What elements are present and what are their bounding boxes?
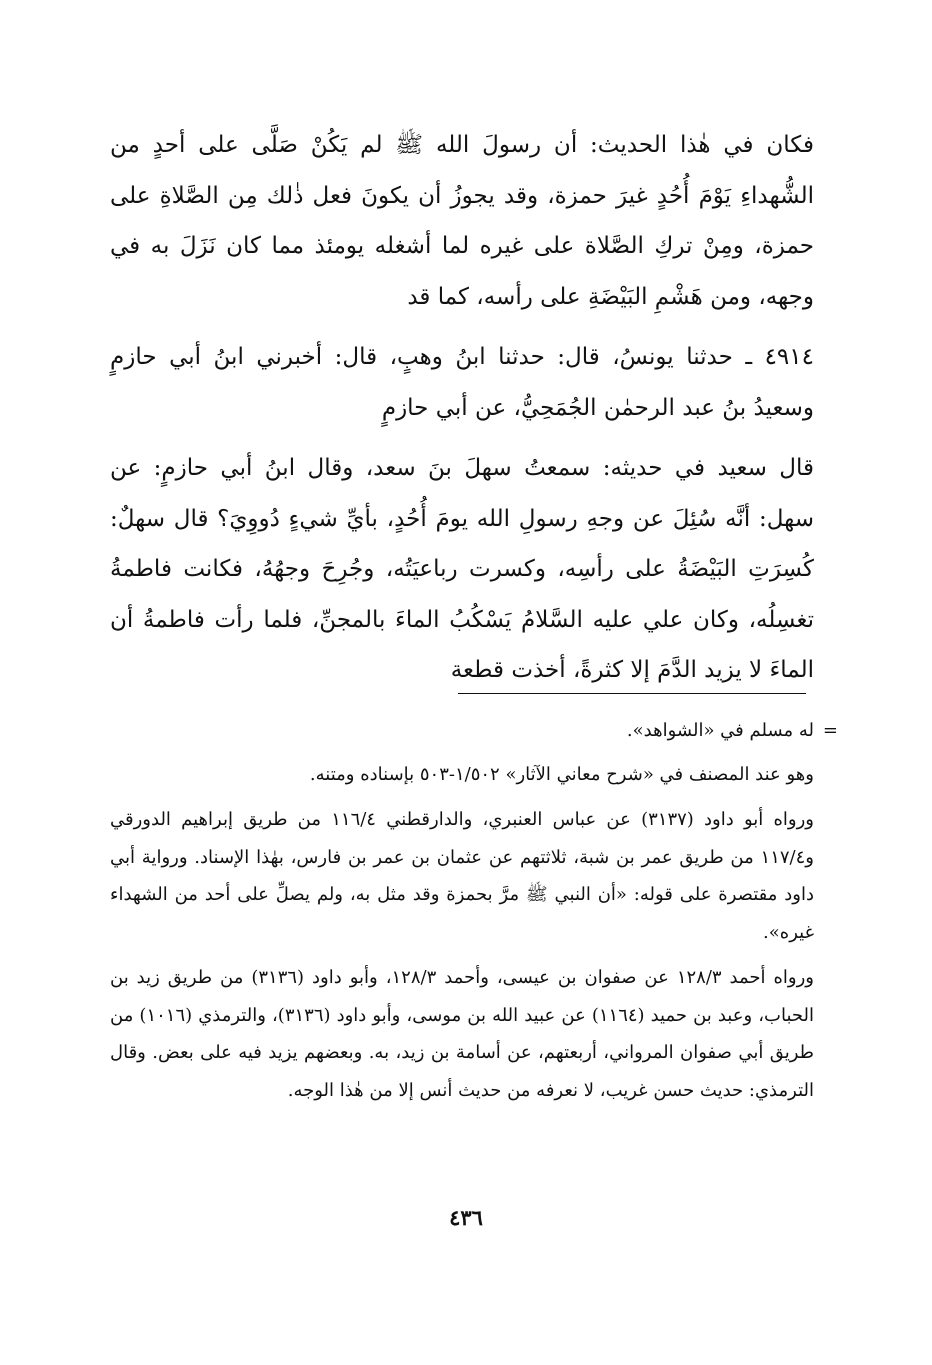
- main-paragraph: فكان في هٰذا الحديث: أن رسولَ الله ﷺ لم يَكُنْ صَلَّى على أحدٍ من الشُّهداءِ يَوْمَ أُحُدٍ غيرَ حمزة، وقد يجوزُ أن يكونَ فعل ذٰلك مِن الصَّلاةِ على حمزة، ومِنْ تركِ الصَّلاة على غيره لما أشغله يومئذ مما كان نَزَلَ به في وجهه، ومن هَشْمِ البَيْضَةِ على رأسه، كما قد: [110, 132, 814, 310]
- footnote-paragraph: ورواه أبو داود (٣١٣٧) عن عباس العنبري، والدارقطني ١١٦/٤ من طريق إبراهيم الدورقي و١١٧/٤ من طريق عمر بن شبة، ثلاثتهم عن عثمان بن عمر بن فارس، بهٰذا الإسناد. ورواية أبي داود مقتصرة على قوله: «أن النبي ﷺ مرَّ بحمزة وقد مثل به، ولم يصلِّ على أحد من الشهداء غيره».: [110, 809, 814, 943]
- footnote-continuation-mark: =: [822, 720, 838, 741]
- footnote-separator: [458, 693, 806, 694]
- hadith-isnad-paragraph: ٤٩١٤ ـ حدثنا يونسُ، قال: حدثنا ابنُ وهبٍ، قال: أخبرني ابنُ أبي حازمٍ وسعيدُ بنُ عبد الرحمٰن الجُمَحِيُّ، عن أبي حازمٍ: [110, 344, 814, 421]
- hadith-matn-paragraph: قال سعيد في حديثه: سمعتُ سهلَ بنَ سعد، وقال ابنُ أبي حازمٍ: عن سهل: أنَّه سُئِلَ عن وجهِ رسولِ الله يومَ أُحُدٍ، بأيِّ شيءٍ دُووِيَ؟ قال سهلٌ: كُسِرَتِ البَيْضَةُ على رأسِه، وكسرت رباعيَتُه، وجُرِحَ وجهُهُ، فكانت فاطمةُ تغسِلُه، وكان علي عليه السَّلامُ يَسْكُبُ الماءَ بالمجنِّ، فلما رأت فاطمةُ أن الماءَ لا يزيد الدَّمَ إلا كثرةً، أخذت قطعة: [110, 455, 814, 683]
- footnote-paragraph: ورواه أحمد ١٢٨/٣ عن صفوان بن عيسى، وأحمد ١٢٨/٣، وأبو داود (٣١٣٦) من طريق زيد بن الحباب، وعبد بن حميد (١١٦٤) عن عبيد الله بن موسى، وأبو داود (٣١٣٦)، والترمذي (١٠١٦) من طريق أبي صفوان المرواني، أربعتهم، عن أسامة بن زيد، به. وبعضهم يزيد فيه على بعض. وقال الترمذي: حديث حسن غريب، لا نعرفه من حديث أنس إلا من هٰذا الوجه.: [110, 967, 814, 1101]
- footnote-paragraph: له مسلم في «الشواهد».: [626, 720, 814, 741]
- page-number: ٤٣٦: [449, 1205, 483, 1230]
- footnotes: [110, 712, 838, 1109]
- footnote-paragraph: وهو عند المصنف في «شرح معاني الآثار» ١/٥٠٢-٥٠٣ بإسناده ومتنه.: [309, 763, 814, 785]
- main-text: [110, 120, 814, 696]
